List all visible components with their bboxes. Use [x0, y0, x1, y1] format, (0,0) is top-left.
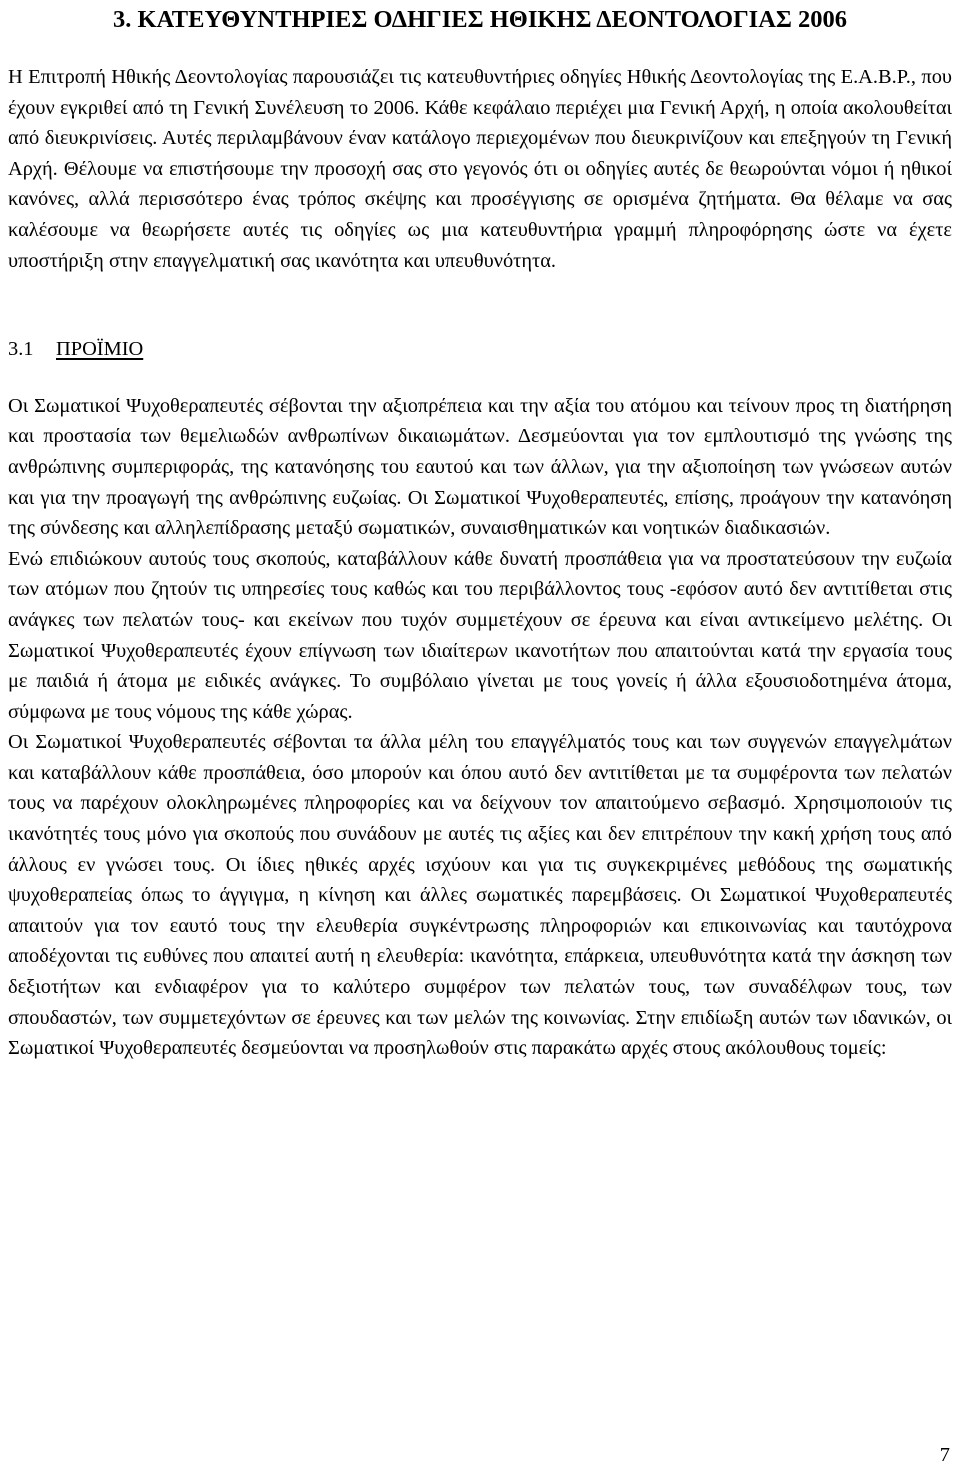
intro-paragraph: Η Επιτροπή Ηθικής Δεοντολογίας παρουσιάζει τις κατευθυντήριες οδηγίες Ηθικής Δεοντολογίας της Ε.Α.Β.Ρ., που έχουν εγκριθεί από τη Γενική Συνέλευση το 2006. Κάθε κεφάλαιο περιέχει μια Γενική Αρχή, η οποία ακολουθείται από διευκρινίσεις. Αυτές περιλαμβάνουν έναν κατάλογο περιεχομένων που διευκρινίζουν και επεξηγούν τη Γενική Αρχή. Θέλουμε να επιστήσουμε την προσοχή σας στο γεγονός ότι οι οδηγίες αυτές δε θεωρούνται νόμοι ή ηθικοί κανόνες, αλλά περισσότερο ένας τρόπος σκέψης και προσέγγισης σε ορισμένα ζητήματα. Θα θέλαμε να σας καλέσουμε να θεωρήσετε αυτές τις οδηγίες ως μια κατευθυντήρια γραμμή πληροφόρησης ώστε να έχετε υποστήριξη στην επαγγελματική σας ικανότητα και υπευθυνότητα. — [8, 66, 952, 272]
body-paragraph-2: Ενώ επιδιώκουν αυτούς τους σκοπούς, καταβάλλουν κάθε δυνατή προσπάθεια για να προστατεύσουν την ευζωία των ατόμων που ζητούν τις υπηρεσίες τους καθώς και του περιβάλλοντος τους -εφόσον αυτό δεν αντιτίθεται στις ανάγκες των πελατών τους- και εκείνων που τυχόν συμμετέχουν σε έρευνα και είναι αντικείμενο μελέτης. Οι Σωματικοί Ψυχοθεραπευτές έχουν επίγνωση των ιδιαίτερων ικανοτήτων που απαιτούνται κατά την εργασία τους με παιδιά ή άτομα με ειδικές ανάγκες. Το συμβόλαιο γίνεται με τους γονείς ή άλλα εξουσιοδοτημένα άτομα, σύμφωνα με τους νόμους της κάθε χώρας. — [8, 547, 952, 723]
page-number: 7 — [939, 1444, 950, 1466]
body-paragraph-1: Οι Σωματικοί Ψυχοθεραπευτές σέβονται την αξιοπρέπεια και την αξία του ατόμου και τείνουν προς τη διατήρηση και προστασία των θεμελιωδών ανθρωπίνων δικαιωμάτων. Δεσμεύονται για τον εμπλουτισμό της γνώσης της ανθρώπινης συμπεριφοράς, της κατανόησης του εαυτού και των άλλων, για την αξιοποίηση των γνώσεων αυτών και για την προαγωγή της ανθρώπινης ευζωίας. Οι Σωματικοί Ψυχοθεραπευτές, επίσης, προάγουν την κατανόηση της σύνδεσης και αλληλεπίδρασης μεταξύ σωματικών, συναισθηματικών και νοητικών διαδικασιών. — [8, 394, 952, 540]
section-title: ΠΡΟΪΜΙΟ — [56, 338, 144, 361]
section-heading — [8, 334, 952, 365]
document-page — [8, 0, 952, 1064]
section-number: 3.1 — [8, 338, 34, 361]
body-paragraph-3: Οι Σωματικοί Ψυχοθεραπευτές σέβονται τα άλλα μέλη του επαγγέλματός τους και των συγγενών επαγγελμάτων και καταβάλλουν κάθε προσπάθεια, όσο μπορούν και όπου αυτό δεν αντιτίθεται με τα συμφέροντα των πελατών τους να παρέχουν ολοκληρωμένες πληροφορίες και να δείχνουν τον απαιτούμενο σεβασμό. Χρησιμοποιούν τις ικανότητές τους μόνο για σκοπούς που συνάδουν με αυτές τις αξίες και δεν επιτρέπουν την κακή χρήση τους από άλλους εν γνώσει τους. Οι ίδιες ηθικές αρχές ισχύουν και για τις συγκεκριμένες μεθόδους της σωματικής ψυχοθεραπείας όπως το άγγιγμα, η κίνηση και άλλες σωματικές παρεμβάσεις. Οι Σωματικοί Ψυχοθεραπευτές απαιτούν για τον εαυτό τους την ελευθερία συγκέντρωσης πληροφοριών και επικοινωνίας και ταυτόχρονα αποδέχονται τις ευθύνες που απαιτεί αυτή η ελευθερία: ικανότητα, επάρκεια, υπευθυνότητα κατά την άσκηση των δεξιοτήτων και ενδιαφέρον για το καλύτερο συμφέρον των πελατών τους, των συναδέλφων τους, των σπουδαστών, των συμμετεχόντων σε έρευνες και των μελών της κοινωνίας. Στην επιδίωξη αυτών των ιδανικών, οι Σωματικοί Ψυχοθεραπευτές δεσμεύονται να προσηλωθούν στις παρακάτω αρχές στους ακόλουθους τομείς: — [8, 731, 952, 1060]
document-title: 3. ΚΑΤΕΥΘΥΝΤΗΡΙΕΣ ΟΔΗΓΙΕΣ ΗΘΙΚΗΣ ΔΕΟΝΤΟΛΟΓΙΑΣ 2006 — [112, 6, 848, 33]
